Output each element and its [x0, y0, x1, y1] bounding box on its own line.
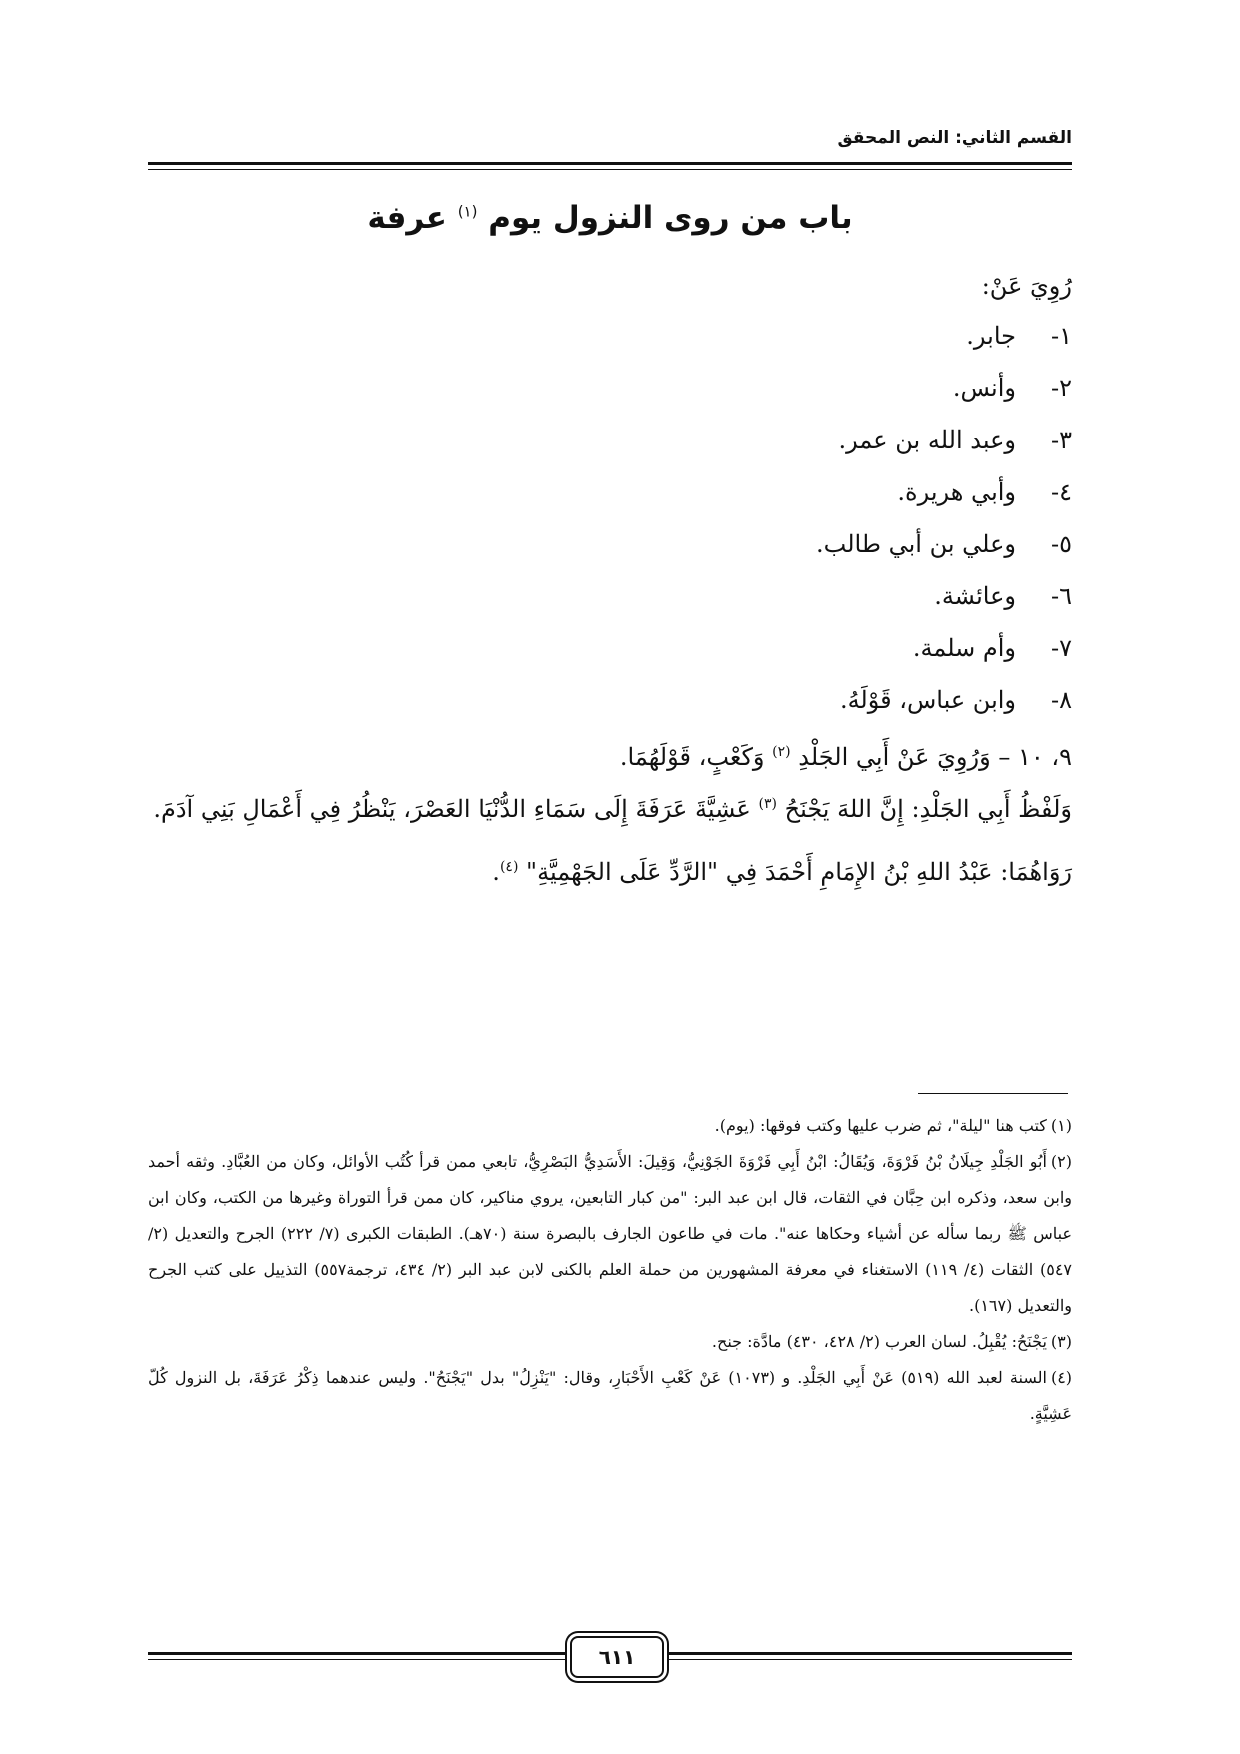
list-item-number: ٩، ١٠ – [998, 743, 1072, 771]
narration-end: . [492, 858, 500, 886]
page-number: ٦١١ [570, 1636, 664, 1678]
list-item [148, 414, 1072, 466]
list-item [148, 518, 1072, 570]
footnote-text: يَجْنَحُ: يُقْبِلُ. لسان العرب (٢/ ٤٢٨، ٤٣٠) مادَّة: جنح. [711, 1332, 1047, 1351]
footer-rule [664, 1652, 1072, 1660]
list-item-text: وأبي هريرة. [897, 478, 1016, 506]
chapter-title-part1: باب من روى النزول يوم [488, 200, 853, 236]
footnote-ref[interactable]: (٢) [772, 744, 791, 760]
list-item-text: جابر. [966, 322, 1016, 350]
running-header: القسم الثاني: النص المحقق [837, 128, 1072, 148]
list-item-text: وعائشة. [934, 582, 1016, 610]
footnote-number: (٤) [1050, 1368, 1073, 1387]
list-item-number: ٤- [1051, 478, 1072, 506]
list-item-text: وابن عباس، قَوْلَهُ. [839, 686, 1016, 714]
footnote-text: أَبُو الجَلْدِ جِيلَانُ بْنُ فَرْوَةَ، وَيُقَالُ: ابْنُ أَبِي فَرْوَةَ الجَوْنِيُّ، وَقِيلَ: الأَسَدِيُّ البَصْرِيُّ، تابعي ممن قرأ كُتُب الأوائل، وكان من العُبَّادِ. وثقه أحمد وابن سعد، وذكره ابن حِبَّان في الثقات، قال ابن عبد البر: "من كبار التابعين، يروي مناكير، كان ممن قرأ التوراة وغيرها من الكتب، وكان ابن عباس ﷺ ربما سأله عن أشياء وحكاها عنه". مات في طاعون الجارف بالبصرة سنة (٧٠هـ). الطبقات الكبرى (٧/ ٢٢٢) الجرح والتعديل (٢/ ٥٤٧) الثقات (٤/ ١١٩) الاستغناء في معرفة المشهورين من حملة العلم بالكنى لابن عبد البر (٢/ ٤٣٤، ترجمة٥٥٧) التذييل على كتب الجرح والتعديل (١٦٧). [148, 1152, 1073, 1315]
paragraph-text: عَشِيَّةَ عَرَفَةَ إِلَى سَمَاءِ الدُّنْيَا العَصْرَ، يَنْظُرُ فِي أَعْمَالِ بَنِي آدَمَ. [153, 795, 751, 823]
footnote [148, 1324, 1072, 1360]
header-rule [148, 162, 1072, 170]
hadith-paragraph [148, 778, 1072, 835]
chapter-title-part2: عرفة [367, 200, 447, 236]
footnote-number: (١) [1050, 1116, 1072, 1135]
list-item [148, 362, 1072, 414]
list-item-number: ٦- [1051, 582, 1072, 610]
footnote [148, 1108, 1072, 1144]
narration-line [148, 841, 1072, 898]
footnote [148, 1360, 1072, 1432]
footnote [148, 1144, 1072, 1324]
list-item-text: وَكَعْبٍ، قَوْلَهُمَا. [619, 743, 765, 771]
footnote-separator [918, 1093, 1068, 1094]
list-item-number: ٧- [1051, 634, 1072, 662]
list-item-text: وأنس. [952, 374, 1016, 402]
list-item [148, 622, 1072, 674]
paragraph-text: وَلَفْظُ أَبِي الجَلْدِ: إِنَّ اللهَ يَجْنَحُ [784, 795, 1072, 823]
list-item-text: وعلي بن أبي طالب. [816, 530, 1016, 558]
list-item-number: ٣- [1051, 426, 1072, 454]
chapter-title [148, 200, 1072, 236]
list-item-text: وعبد الله بن عمر. [838, 426, 1016, 454]
footnote-number: (٢) [1050, 1152, 1072, 1171]
body-text [148, 262, 1072, 898]
list-item-number: ٥- [1051, 530, 1072, 558]
footer-rule [148, 1652, 568, 1660]
footnote-text: السنة لعبد الله (٥١٩) عَنْ أَبِي الجَلْدِ. و (١٠٧٣) عَنْ كَعْبِ الأَحْبَارِ، وقال: "يَنْزِلُ" بدل "يَجْنَحُ". وليس عندهما ذِكْرُ عَرَفَةَ، بل النزول كُلّ عَشِيَّةٍ. [148, 1368, 1072, 1423]
narration-text: رَوَاهُمَا: عَبْدُ اللهِ بْنُ الإِمَامِ أَحْمَدَ فِي "الرَّدِّ عَلَى الجَهْمِيَّةِ" [526, 858, 1072, 886]
narrators-list [148, 310, 1072, 778]
footnotes [148, 1108, 1072, 1432]
list-item [148, 570, 1072, 622]
footnote-ref[interactable]: (٤) [499, 859, 519, 875]
list-item-text: وأم سلمة. [912, 634, 1016, 662]
footnote-number: (٣) [1050, 1332, 1072, 1351]
list-item [148, 466, 1072, 518]
list-item-number: ١- [1051, 322, 1072, 350]
footnote-ref[interactable]: (٣) [758, 796, 777, 812]
footnote-text: كتب هنا "ليلة"، ثم ضرب عليها وكتب فوقها: (يوم). [714, 1116, 1047, 1135]
list-item [148, 726, 1072, 778]
list-item [148, 674, 1072, 726]
list-item [148, 310, 1072, 362]
list-item-number: ٢- [1051, 374, 1072, 402]
list-item-text: وَرُوِيَ عَنْ أَبِي الجَلْدِ [798, 743, 991, 771]
intro-line: رُوِيَ عَنْ: [981, 272, 1072, 300]
list-item-number: ٨- [1051, 686, 1072, 714]
footnote-ref[interactable]: (١) [457, 202, 478, 221]
